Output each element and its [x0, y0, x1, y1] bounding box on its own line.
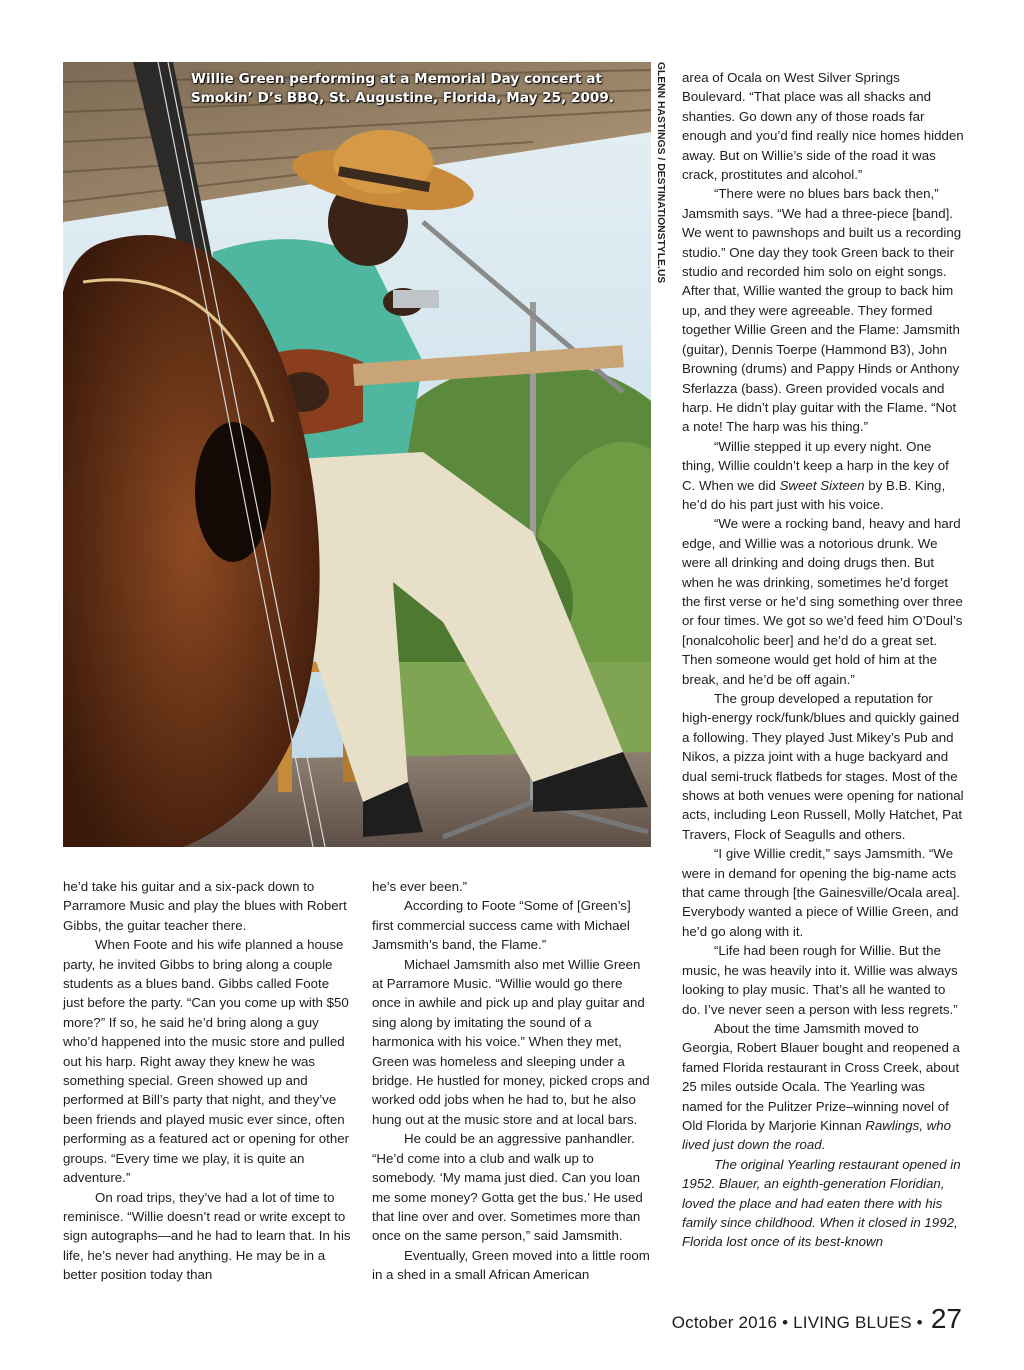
- paragraph: When Foote and his wife planned a house party, he invited Gibbs to bring along a couple students as a blues band. Gibbs called Foote just before the party. “Can you come up with $50 more?” If so, he said he’d bring along a guy who’d happened into the music store and pulled out his harp. Right away they knew he was something special. Green showed up and performed at Bill’s party that night, and they’ve been friends and played music ever since, often performing as a featured act or opening for other groups. “Every time we play, it is quite an adventure.”: [63, 937, 350, 1186]
- article-column-2: [372, 877, 652, 1285]
- paragraph: [682, 437, 964, 515]
- performer-photo-image: [63, 62, 651, 847]
- paragraph-text: About the time Jamsmith moved to Georgia, Robert Blauer bought and reopened a famed Florida restaurant in Cross Creek, about 25 miles outside Ocala. The Yearling was named for the Pulitzer Prize–winning novel of Old Florida by Marjorie Kinnan: [682, 1020, 960, 1133]
- page-number: 27: [930, 1303, 962, 1334]
- paragraph: “I give Willie credit,” says Jamsmith. “We were in demand for opening the big-name acts that came through [the Gainesville/Ocala area]. Everybody wanted a piece of Willie Green, and he’d go along with it.: [682, 846, 960, 939]
- article-column-1: [63, 877, 353, 1285]
- paragraph: The original Yearling restaurant opened in 1952. Blauer, an eighth-generation Floridian, loved the place and had eaten there with his family since childhood. When it closed in 1992, Florida lost once of its best-known: [682, 1156, 961, 1250]
- paragraph: Michael Jamsmith also met Willie Green at Parramore Music. “Willie would go there once in awhile and pick up and play guitar and sing along by imitating the sound of a harmonica with his voice.” When they met, Green was homeless and sleeping under a bridge. He hustled for money, picked crops and worked odd jobs when he had to, but he also hung out at the music store and at local bars.: [372, 956, 650, 1127]
- page-footer: [672, 1303, 962, 1339]
- paragraph: “There were no blues bars back then,” Jamsmith says. “We had a three-piece [band]. We went to pawnshops and built us a recording studio.” One day they took Green back to their studio and recorded him solo on eight songs. After that, Willie wanted the group to back him up, and they were agreeable. They formed together Willie Green and the Flame: Jamsmith (guitar), Dennis Toerpe (Hammond B3), John Browning (drums) and Pappy Hinds or Anthony Sferlazza (bass). Green provided vocals and harp. He didn’t play guitar with the Flame. “Not a note! The harp was his thing.”: [682, 186, 962, 435]
- paragraph: [682, 1019, 964, 1155]
- paragraph: he’d take his guitar and a six-pack down to Parramore Music and play the blues with Robert Gibbs, the guitar teacher there.: [63, 879, 347, 933]
- paragraph-text: “Willie stepped it up every night. One thing, Willie couldn’t keep a harp in the key of C. When we did: [682, 438, 949, 493]
- paragraph: “Life had been rough for Willie. But the music, he was heavily into it. Willie was always looking to play music. That’s all he wanted to do. I’ve never seen a person with less regrets.”: [682, 943, 958, 1017]
- paragraph: According to Foote “Some of [Green’s] first commercial success came with Michael Jamsmith’s band, the Flame.”: [372, 898, 631, 953]
- paragraph: Eventually, Green moved into a little room in a shed in a small African American: [372, 1247, 650, 1283]
- paragraph: He could be an aggressive panhandler. “He’d come into a club and walk up to somebody. ‘My mama just died. Can you loan me some money? Gotta get the bus.’ He used that line over and over. Sometimes more than once on the same person,” said Jamsmith.: [372, 1131, 643, 1244]
- photo-credit-text: GLENN HASTINGS / DESTINATIONSTYLE.US: [655, 62, 666, 284]
- paragraph: The group developed a reputation for high-energy rock/funk/blues and quickly gained a following. They played Just Mikey’s Pub and Nikos, a pizza joint with a huge backyard and dual semi-truck flatbeds for stages. Most of the shows at both venues were opening for national acts, including Leon Russell, Molly Hatchet, Pat Travers, Flock of Seagulls and others.: [682, 691, 964, 842]
- paragraph-text: by B.B. King, he’d do his part just with his voice.: [682, 477, 946, 512]
- paragraph: he’s ever been.”: [372, 879, 468, 894]
- paragraph: On road trips, they’ve had a lot of time to reminisce. “Willie doesn’t read or write except to sign autographs—and he had to learn that. In his life, he’s never had anything. He may be in a better position today than: [63, 1189, 351, 1283]
- issue-label: October 2016 • LIVING BLUES •: [671, 1313, 923, 1332]
- song-title: Sweet Sixteen: [779, 477, 865, 493]
- paragraph-italic-text: Rawlings, who lived just down the road.: [682, 1117, 952, 1153]
- hero-photo: [63, 62, 651, 847]
- paragraph: “We were a rocking band, heavy and hard edge, and Willie was a notorious drunk. We were all drinking and doing drugs then. But when he was drinking, sometimes he’d forget the first verse or he’d sing something over three or four times. We got so we’d feed him O’Doul’s [nonalcoholic beer] and he’d do a great set. Then someone would get hold of him at the break, and he’d be off again.”: [682, 516, 963, 687]
- paragraph: area of Ocala on West Silver Springs Boulevard. “That place was all shacks and shanties. Go down any of those roads far enough and you’d find really nice homes hidden away. But on Willie’s side of the road it was crack, prostitutes and alcohol.”: [682, 70, 964, 183]
- article-column-3: [682, 68, 964, 1252]
- photo-caption: Willie Green performing at a Memorial Day concert at Smokin’ D’s BBQ, St. Augustine, Florida, May 25, 2009.: [191, 71, 614, 106]
- photo-credit: [650, 62, 668, 284]
